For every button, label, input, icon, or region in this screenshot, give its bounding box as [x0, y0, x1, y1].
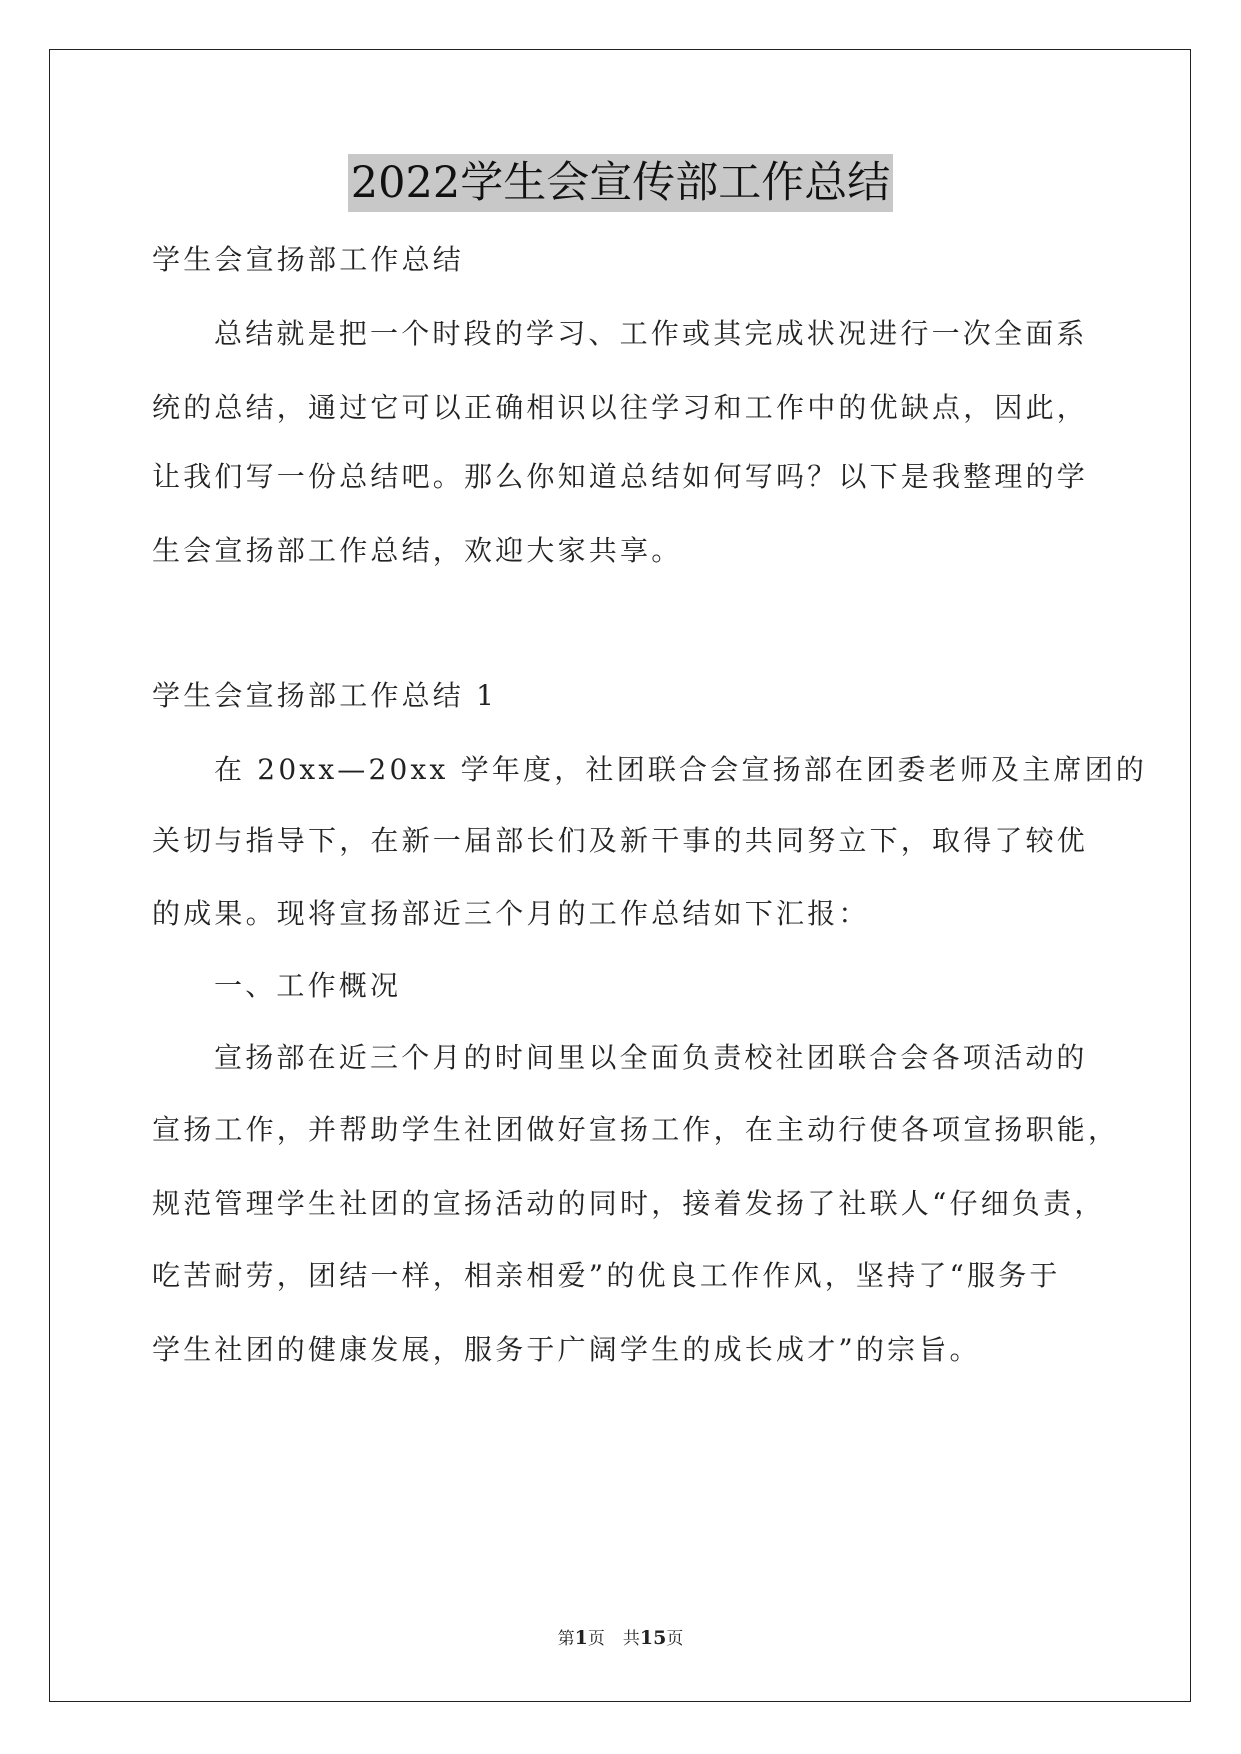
paragraph-line: 统的总结，通过它可以正确相识以往学习和工作中的优缺点，因此， [152, 391, 1089, 424]
subsection-heading: 一、工作概况 [214, 969, 402, 1002]
current-page-number: 1 [574, 1627, 588, 1649]
paragraph-line: 总结就是把一个时段的学习、工作或其完成状况进行一次全面系 [214, 317, 1088, 350]
document-title: 2022学生会宣传部工作总结 [348, 154, 893, 212]
paragraph-line: 宣扬工作，并帮助学生社团做好宣扬工作，在主动行使各项宣扬职能， [152, 1113, 1120, 1146]
paragraph-line: 的成果。现将宣扬部近三个月的工作总结如下汇报： [152, 897, 870, 930]
page-footer [0, 1624, 1241, 1649]
title-container [0, 154, 1241, 212]
paragraph-line: 宣扬部在近三个月的时间里以全面负责校社团联合会各项活动的 [214, 1041, 1088, 1074]
total-suffix: 页 [666, 1629, 684, 1649]
paragraph-line: 吃苦耐劳，团结一样，相亲相爱”的优良工作作风，坚持了“服务于 [152, 1259, 1061, 1292]
total-prefix: 共 [622, 1629, 640, 1649]
page-border [49, 49, 1191, 1702]
paragraph-line: 规范管理学生社团的宣扬活动的同时，接着发扬了社联人“仔细负责， [152, 1187, 1106, 1220]
section-heading: 学生会宣扬部工作总结 [152, 243, 465, 276]
paragraph-line: 关切与指导下，在新一届部长们及新干事的共同努立下，取得了较优 [152, 824, 1089, 857]
paragraph-line: 学生社团的健康发展，服务于广阔学生的成长成才”的宗旨。 [152, 1333, 981, 1366]
paragraph-line: 让我们写一份总结吧。那么你知道总结如何写吗？以下是我整理的学 [152, 460, 1089, 493]
section-heading: 学生会宣扬部工作总结 1 [152, 679, 498, 712]
total-pages-number: 15 [639, 1627, 667, 1649]
page-suffix: 页 [587, 1629, 605, 1649]
page-prefix: 第 [557, 1629, 575, 1649]
paragraph-line: 生会宣扬部工作总结，欢迎大家共享。 [152, 534, 683, 567]
paragraph-line: 在 20xx—20xx 学年度，社团联合会宣扬部在团委老师及主席团的 [214, 753, 1148, 786]
